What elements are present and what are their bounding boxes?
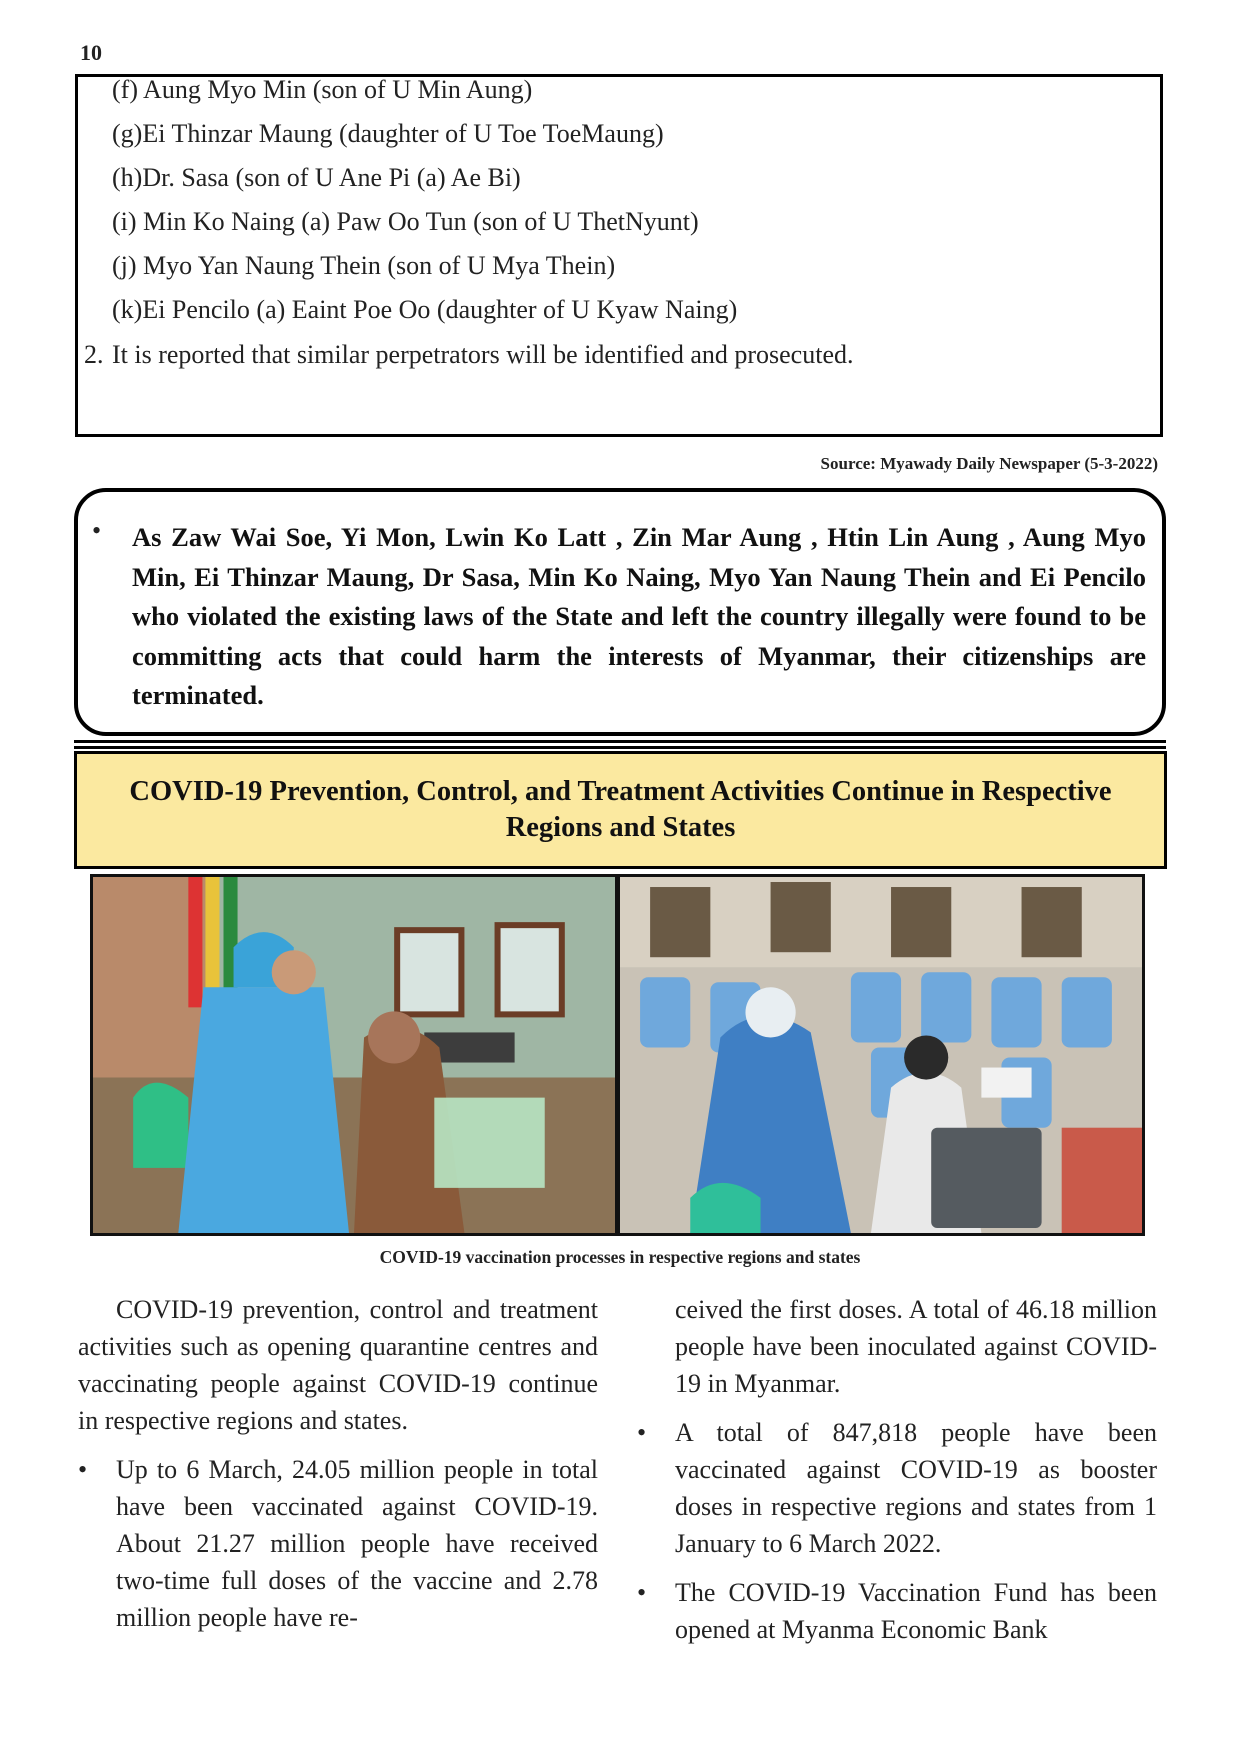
bullet-paragraph <box>78 1451 598 1636</box>
item-text: It is reported that similar perpetrators will be identified and prosecuted. <box>112 340 854 369</box>
list-item: (f) Aung Myo Min (son of U Min Aung) <box>112 75 533 104</box>
article-headline <box>74 751 1167 869</box>
source-credit: Source: Myawady Daily Newspaper (5-3-2022) <box>820 454 1158 473</box>
paragraph: A total of 847,818 people have been vaccinated against COVID-19 as booster doses in respective regions and states from 1 January to 6 March 2022. <box>675 1418 1157 1558</box>
list-item: (h)Dr. Sasa (son of U Ane Pi (a) Ae Bi) <box>112 163 521 192</box>
paragraph: COVID-19 prevention, control and treatment activities such as opening quarantine centres and vaccinating people against COVID-19 continue in respective regions and states. <box>78 1295 598 1435</box>
vaccination-photo-right <box>620 877 1142 1233</box>
bullet-icon: • <box>78 1455 88 1484</box>
list-item: (j) Myo Yan Naung Thein (son of U Mya Thein) <box>112 251 616 280</box>
divider <box>74 746 1166 749</box>
left-column <box>78 1291 598 1636</box>
bullet-icon: • <box>637 1418 647 1447</box>
bullet-paragraph <box>637 1414 1157 1562</box>
photo-caption: COVID-19 vaccination processes in respective regions and states <box>379 1247 861 1267</box>
bullet-paragraph <box>637 1574 1157 1648</box>
list-item: (k)Ei Pencilo (a) Eaint Poe Oo (daughter of U Kyaw Naing) <box>112 295 738 324</box>
headline-line: COVID-19 Prevention, Control, and Treatment Activities Continue in Respective <box>129 776 1112 807</box>
highlight-text: As Zaw Wai Soe, Yi Mon, Lwin Ko Latt , Zin Mar Aung , Htin Lin Aung , Aung Myo Min, Ei Thinzar Maung, Dr Sasa, Min Ko Naing, Myo Yan Naung Thein and Ei Pencilo who violated the existing laws of the State and left the country illegally were found to be committing acts that could harm the interests of Myanmar, their citizenships are terminated. <box>132 522 1146 710</box>
headline-line: Regions and States <box>505 812 736 843</box>
photo-strip <box>90 874 1145 1236</box>
highlight-box <box>74 488 1166 736</box>
divider <box>74 740 1166 743</box>
list-item: (g)Ei Thinzar Maung (daughter of U Toe ToeMaung) <box>112 119 664 148</box>
right-column <box>637 1291 1157 1648</box>
item-number: 2. <box>84 340 104 369</box>
paragraph: ceived the first doses. A total of 46.18 million people have been inoculated against COVID-19 in Myanmar. <box>675 1295 1157 1398</box>
list-item: (i) Min Ko Naing (a) Paw Oo Tun (son of U ThetNyunt) <box>112 207 699 236</box>
names-list-box <box>75 74 1163 437</box>
page-number: 10 <box>80 40 102 65</box>
paragraph: The COVID-19 Vaccination Fund has been opened at Myanma Economic Bank <box>675 1578 1157 1644</box>
vaccination-photo-left <box>93 877 615 1233</box>
paragraph: Up to 6 March, 24.05 million people in total have been vaccinated against COVID-19. About 21.27 million people have received two-time full doses of the vaccine and 2.78 million people have re- <box>116 1455 598 1632</box>
bullet-icon: • <box>92 516 102 545</box>
bullet-icon: • <box>637 1578 647 1607</box>
